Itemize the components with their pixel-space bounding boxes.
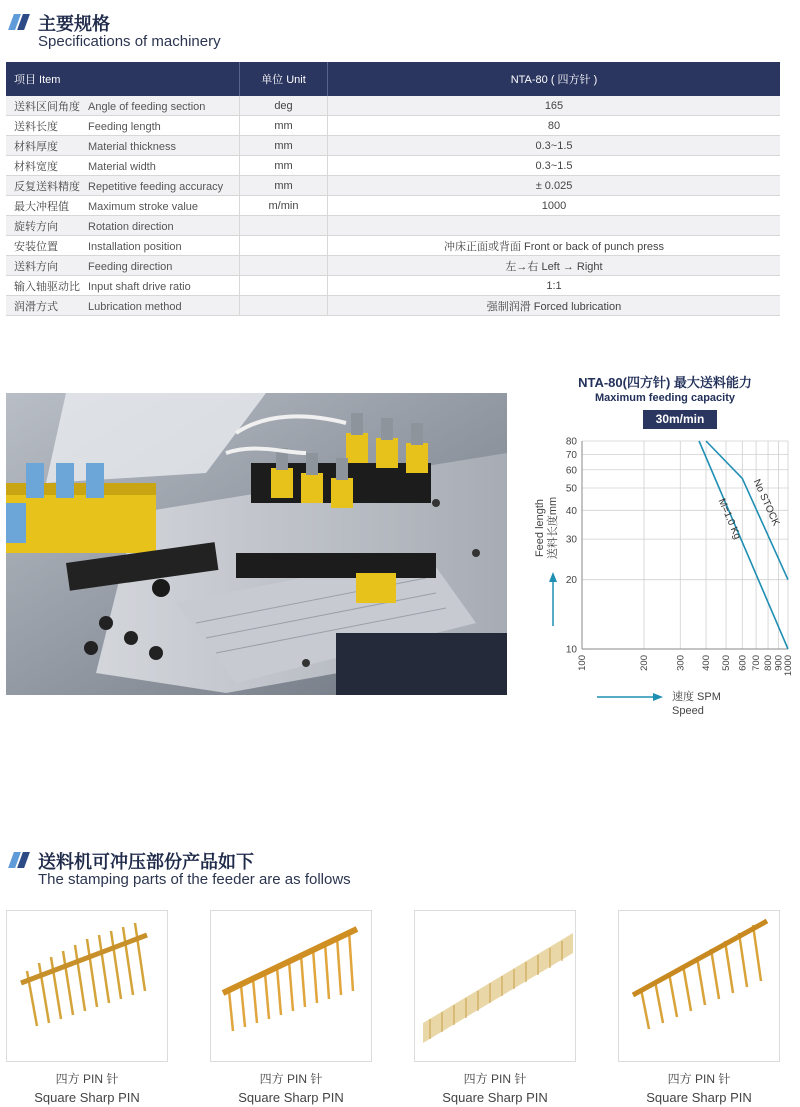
product-name-cn: 四方 PIN 针 <box>259 1072 323 1086</box>
x-axis-label-cn: 速度 SPM <box>672 691 721 703</box>
pin-strip-illustration <box>7 911 167 1061</box>
x-tick-label: 200 <box>639 655 651 671</box>
machine-photo <box>6 393 507 695</box>
product-image <box>618 910 780 1062</box>
spec-unit: m/min <box>240 196 328 216</box>
x-tick-label: 800 <box>763 655 775 671</box>
spec-item-cn: 送料长度 <box>14 120 58 133</box>
spec-table-header-row <box>6 62 780 96</box>
x-axis-label-en: Speed <box>672 705 704 717</box>
product-image <box>6 910 168 1062</box>
spec-unit: mm <box>240 176 328 196</box>
x-tick-label: 400 <box>701 655 713 671</box>
spec-unit <box>240 256 328 276</box>
spec-value: 1:1 <box>328 276 781 296</box>
spec-unit: mm <box>240 136 328 156</box>
spec-item-cn: 送料方向 <box>14 260 58 273</box>
spec-unit <box>240 236 328 256</box>
y-axis-arrow-icon <box>549 572 557 582</box>
section-logo-icon <box>8 14 30 30</box>
product-name-en: Square Sharp PIN <box>34 1090 140 1105</box>
spec-row <box>6 96 780 116</box>
spec-table <box>6 62 780 316</box>
spec-value: ± 0.025 <box>328 176 781 196</box>
product-image <box>414 910 576 1062</box>
spec-value: 左→右 Left → Right <box>328 256 781 276</box>
spec-item-cell <box>6 136 240 156</box>
spec-item-cell <box>6 216 240 236</box>
spec-item-cell <box>6 276 240 296</box>
spec-row <box>6 216 780 236</box>
header-item: 项目 Item <box>6 62 240 96</box>
spec-value: 1000 <box>328 196 781 216</box>
spec-item-en: Maximum stroke value <box>88 200 199 213</box>
spec-item-cell <box>6 96 240 116</box>
spec-item-cn: 送料区间角度 <box>14 100 80 113</box>
y-axis-label-en: Feed length <box>534 498 546 558</box>
spec-item-en: Lubrication method <box>88 300 182 313</box>
spec-value: 0.3~1.5 <box>328 156 781 176</box>
machine-illustration <box>6 393 507 695</box>
spec-row <box>6 276 780 296</box>
chart-plot <box>530 368 800 718</box>
y-tick-label: 80 <box>565 436 577 448</box>
spec-item-en: Input shaft drive ratio <box>88 280 191 293</box>
feeding-capacity-chart <box>530 368 800 718</box>
x-tick-label: 600 <box>737 655 749 671</box>
spec-item-en: Material width <box>88 160 156 173</box>
chart-speed-badge: 30m/min <box>643 410 717 429</box>
spec-item-cell <box>6 236 240 256</box>
spec-value: 165 <box>328 96 781 116</box>
y-tick-label: 50 <box>565 483 577 495</box>
y-tick-label: 60 <box>565 465 577 477</box>
product-name-cn: 四方 PIN 针 <box>667 1072 731 1086</box>
pin-strip-illustration <box>619 911 779 1061</box>
product-name-en: Square Sharp PIN <box>442 1090 548 1105</box>
spec-unit: deg <box>240 96 328 116</box>
x-tick-label: 300 <box>675 655 687 671</box>
y-tick-label: 20 <box>565 575 577 587</box>
spec-value: 80 <box>328 116 781 136</box>
spec-item-cell <box>6 156 240 176</box>
spec-item-cell <box>6 176 240 196</box>
spec-unit <box>240 276 328 296</box>
x-tick-label: 700 <box>751 655 763 671</box>
spec-unit: mm <box>240 156 328 176</box>
spec-item-en: Feeding length <box>88 120 161 133</box>
spec-item-cn: 最大冲程值 <box>14 200 69 213</box>
spec-unit: mm <box>240 116 328 136</box>
y-tick-label: 30 <box>565 534 577 546</box>
spec-row <box>6 196 780 216</box>
spec-row <box>6 296 780 316</box>
products-title-cn: 送料机可冲压部份产品如下 <box>38 852 254 872</box>
spec-item-en: Angle of feeding section <box>88 100 206 113</box>
spec-title-en: Specifications of machinery <box>38 33 221 50</box>
x-tick-label: 1000 <box>783 655 794 677</box>
spec-row <box>6 176 780 196</box>
spec-item-cn: 旋转方向 <box>14 220 58 233</box>
chart-subtitle: Maximum feeding capacity <box>595 392 735 404</box>
spec-value: 冲床正面或背面 Front or back of punch press <box>328 236 781 256</box>
y-tick-label: 10 <box>565 644 577 656</box>
header-model: NTA-80 ( 四方针 ) <box>328 62 781 96</box>
spec-row <box>6 116 780 136</box>
spec-unit <box>240 216 328 236</box>
spec-item-cell <box>6 256 240 276</box>
spec-item-cell <box>6 296 240 316</box>
spec-item-en: Feeding direction <box>88 260 173 273</box>
spec-value <box>328 216 781 236</box>
spec-item-en: Rotation direction <box>88 220 174 233</box>
chart-title: NTA-80(四方针) 最大送料能力 <box>578 375 752 390</box>
pin-strip-illustration <box>415 911 575 1061</box>
x-tick-label: 900 <box>773 655 785 671</box>
spec-item-cn: 材料厚度 <box>14 140 58 153</box>
spec-item-cn: 安装位置 <box>14 240 58 253</box>
spec-item-en: Installation position <box>88 240 182 253</box>
spec-item-cn: 材料宽度 <box>14 160 58 173</box>
product-name-en: Square Sharp PIN <box>238 1090 344 1105</box>
series-line <box>699 441 788 649</box>
spec-item-cell <box>6 196 240 216</box>
spec-item-en: Material thickness <box>88 140 177 153</box>
spec-row <box>6 236 780 256</box>
series-label: M=1.0 Kg <box>715 497 743 542</box>
spec-row <box>6 136 780 156</box>
y-axis-label-cn: 送料长度mm <box>547 496 559 560</box>
spec-title-cn: 主要规格 <box>38 14 110 34</box>
x-axis-arrow-icon <box>653 693 663 701</box>
spec-item-cn: 输入轴驱动比 <box>14 280 80 293</box>
spec-unit <box>240 296 328 316</box>
product-name-cn: 四方 PIN 针 <box>463 1072 527 1086</box>
pin-strip-illustration <box>211 911 371 1061</box>
products-title-en: The stamping parts of the feeder are as follows <box>38 871 351 888</box>
spec-item-cn: 润滑方式 <box>14 300 58 313</box>
series-label: No STOCK <box>750 477 782 528</box>
product-name-cn: 四方 PIN 针 <box>55 1072 119 1086</box>
spec-item-en: Repetitive feeding accuracy <box>88 180 224 193</box>
spec-value: 强制润滑 Forced lubrication <box>328 296 781 316</box>
spec-item-cn: 反复送料精度 <box>14 180 80 193</box>
y-tick-label: 40 <box>565 505 577 517</box>
header-unit: 单位 Unit <box>240 62 328 96</box>
spec-row <box>6 156 780 176</box>
x-tick-label: 100 <box>577 655 588 671</box>
y-tick-label: 70 <box>565 449 577 461</box>
spec-row <box>6 256 780 276</box>
spec-item-cell <box>6 116 240 136</box>
section-logo-icon <box>8 852 30 868</box>
product-name-en: Square Sharp PIN <box>646 1090 752 1105</box>
product-image <box>210 910 372 1062</box>
x-tick-label: 500 <box>720 655 732 671</box>
spec-value: 0.3~1.5 <box>328 136 781 156</box>
